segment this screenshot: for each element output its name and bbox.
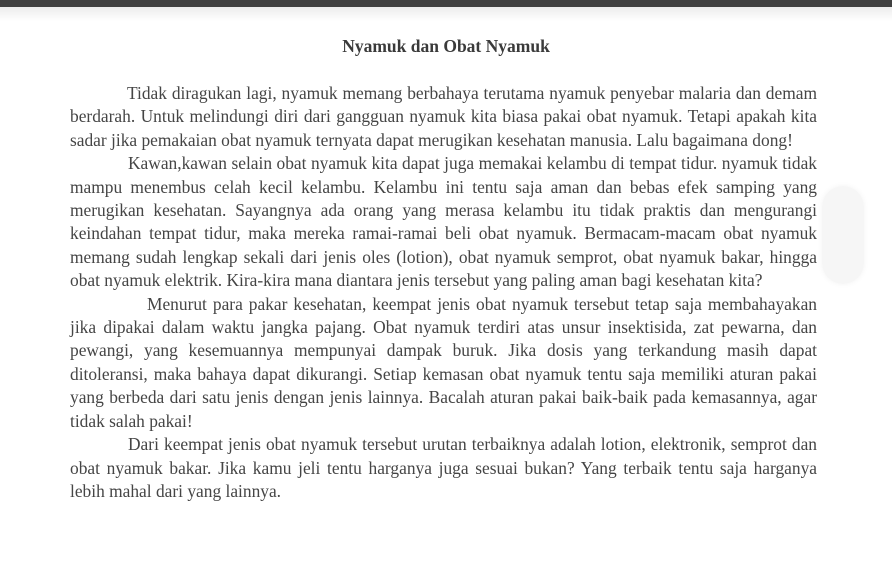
floating-scroll-handle[interactable] xyxy=(822,186,864,284)
toolbar-shadow xyxy=(0,7,892,21)
document-title: Nyamuk dan Obat Nyamuk xyxy=(342,36,550,56)
paragraph-3: Menurut para pakar kesehatan, keempat jenis obat nyamuk tersebut tetap saja membahayakan jika dipakai dalam waktu jangka pajang. Obat nyamuk terdiri atas unsur insektisida, zat pewarna, dan pewangi, yang kesemuannya mempunyai dampak buruk. Jika dosis yang terkandung masih dapat ditoleransi, maka bahaya dapat dikurangi. Setiap kemasan obat nyamuk tentu saja memiliki aturan pakai yang berbeda dari satu jenis dengan jenis lainnya. Bacalah aturan pakai baik-baik pada kemasannya, agar tidak salah pakai! xyxy=(70,293,817,431)
paragraph-4: Dari keempat jenis obat nyamuk tersebut urutan terbaiknya adalah lotion, elektronik, semprot dan obat nyamuk bakar. Jika kamu jeli tentu harganya juga sesuai bukan? Yang terbaik tentu saja harganya lebih mahal dari yang lainnya. xyxy=(70,434,817,501)
paragraph-1: Tidak diragukan lagi, nyamuk memang berbahaya terutama nyamuk penyebar malaria dan demam berdarah. Untuk melindungi diri dari gangguan nyamuk kita biasa pakai obat nyamuk. Tetapi apakah kita sadar jika pemakaian obat nyamuk ternyata dapat merugikan kesehatan manusia. Lalu bagaimana dong! xyxy=(70,83,817,150)
document-body xyxy=(70,82,817,503)
paragraph-2: Kawan,kawan selain obat nyamuk kita dapat juga memakai kelambu di tempat tidur. nyamuk tidak mampu menembus celah kecil kelambu. Kelambu ini tentu saja aman dan bebas efek samping yang merugikan kesehatan. Sayangnya ada orang yang merasa kelambu itu tidak praktis dan mengurangi keindahan tempat tidur, maka mereka ramai-ramai beli obat nyamuk. Bermacam-macam obat nyamuk memang sudah lengkap sekali dari jenis oles (lotion), obat nyamuk semprot, obat nyamuk bakar, hingga obat nyamuk elektrik. Kira-kira mana diantara jenis tersebut yang paling aman bagi kesehatan kita? xyxy=(70,153,817,291)
top-toolbar-bar xyxy=(0,0,892,7)
